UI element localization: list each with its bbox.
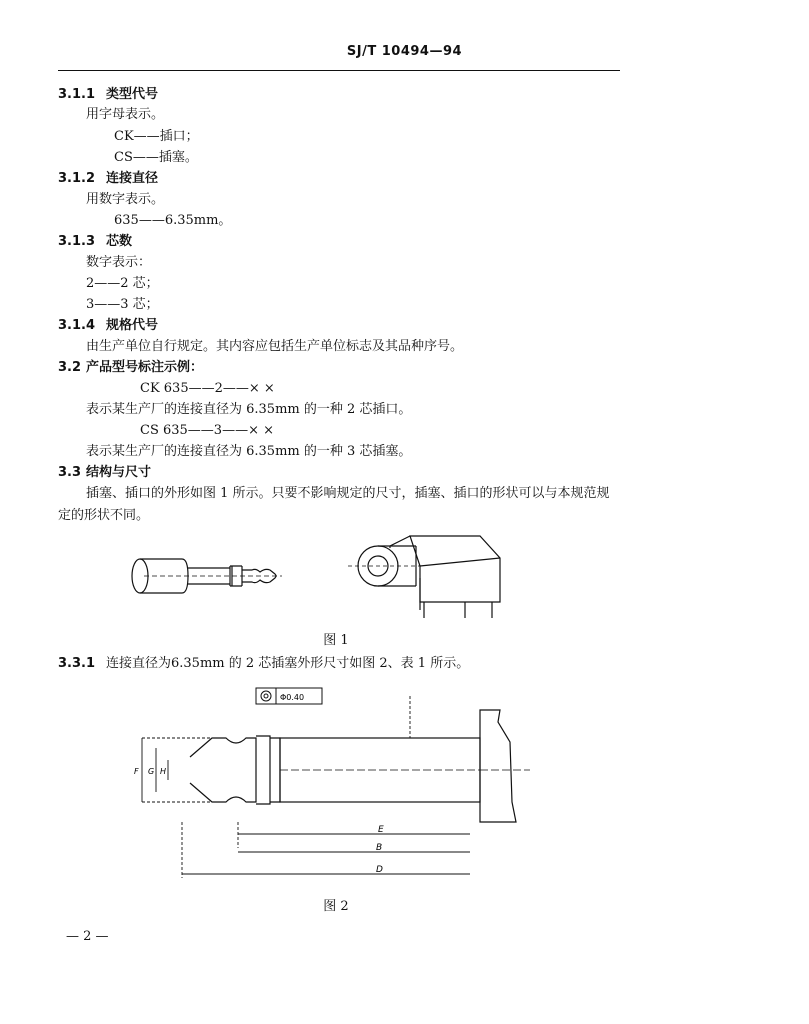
text-line: CK——插口； bbox=[114, 129, 199, 144]
section-number: 3.2 bbox=[58, 360, 82, 375]
section-3-1-1 bbox=[58, 86, 158, 104]
section-title: 连接直径为6.35mm 的 2 芯插塞外形尺寸如图 2、表 1 所示。 bbox=[106, 656, 470, 671]
dim-label-f: F bbox=[134, 767, 139, 776]
paragraph: 插塞、插口的外形如图 1 所示。只要不影响规定的尺寸，插塞、插口的形状可以与本规范规定的形状不同。 bbox=[58, 486, 610, 523]
text-line: CK 635——2——× × bbox=[140, 381, 275, 396]
header-rule bbox=[58, 70, 620, 71]
section-number: 3.1.4 bbox=[58, 318, 96, 333]
figure-2-caption: 图 2 bbox=[323, 899, 349, 914]
text-line: 表示某生产厂的连接直径为 6.35mm 的一种 2 芯插口。 bbox=[86, 402, 412, 417]
section-title: 规格代号 bbox=[106, 318, 159, 333]
section-3-2 bbox=[58, 359, 203, 377]
plug-drawing bbox=[132, 559, 282, 593]
dim-label-d: D bbox=[376, 865, 383, 875]
section-3-1-2 bbox=[58, 170, 158, 188]
page-number: — 2 — bbox=[66, 929, 109, 944]
text-line: 3——3 芯； bbox=[86, 297, 159, 312]
text-line: 表示某生产厂的连接直径为 6.35mm 的一种 3 芯插塞。 bbox=[86, 444, 412, 459]
section-3-1-4 bbox=[58, 317, 158, 335]
dim-label-e: E bbox=[378, 825, 384, 835]
plug-profile bbox=[190, 710, 530, 822]
tolerance-frame bbox=[256, 688, 322, 704]
text-line: 数字表示： bbox=[86, 255, 152, 270]
dim-label-b: B bbox=[376, 843, 383, 853]
figure-2 bbox=[120, 682, 540, 887]
dim-label-h: H bbox=[160, 767, 167, 776]
section-title: 结构与尺寸 bbox=[86, 465, 152, 480]
section-3-3 bbox=[58, 464, 151, 482]
section-title: 连接直径 bbox=[106, 171, 159, 186]
section-3-1-3 bbox=[58, 233, 132, 251]
dimension-lines bbox=[142, 696, 470, 878]
section-number: 3.1.1 bbox=[58, 87, 96, 102]
page-header: SJ/T 10494—94 bbox=[346, 44, 463, 59]
section-number: 3.3 bbox=[58, 465, 82, 480]
section-number: 3.1.3 bbox=[58, 234, 96, 249]
text-line: 2——2 芯； bbox=[86, 276, 159, 291]
section-number: 3.1.2 bbox=[58, 171, 96, 186]
section-title: 类型代号 bbox=[106, 87, 159, 102]
text-line: 用字母表示。 bbox=[86, 107, 165, 122]
section-number: 3.3.1 bbox=[58, 656, 96, 671]
jack-drawing bbox=[348, 536, 500, 618]
text-line: 635——6.35mm。 bbox=[114, 213, 232, 228]
figure-1-caption: 图 1 bbox=[323, 633, 349, 648]
section-3-3-1 bbox=[58, 655, 469, 673]
text-line: CS 635——3——× × bbox=[140, 423, 274, 438]
section-title: 芯数 bbox=[106, 234, 133, 249]
text-line: 用数字表示。 bbox=[86, 192, 165, 207]
dim-label-g: G bbox=[148, 767, 155, 776]
figure-1 bbox=[120, 518, 520, 628]
section-title: 产品型号标注示例： bbox=[86, 360, 204, 375]
tolerance-label: Φ0.40 bbox=[280, 693, 305, 702]
text-line: 由生产单位自行规定。其内容应包括生产单位标志及其品种序号。 bbox=[86, 339, 464, 354]
text-line: CS——插塞。 bbox=[114, 150, 198, 165]
